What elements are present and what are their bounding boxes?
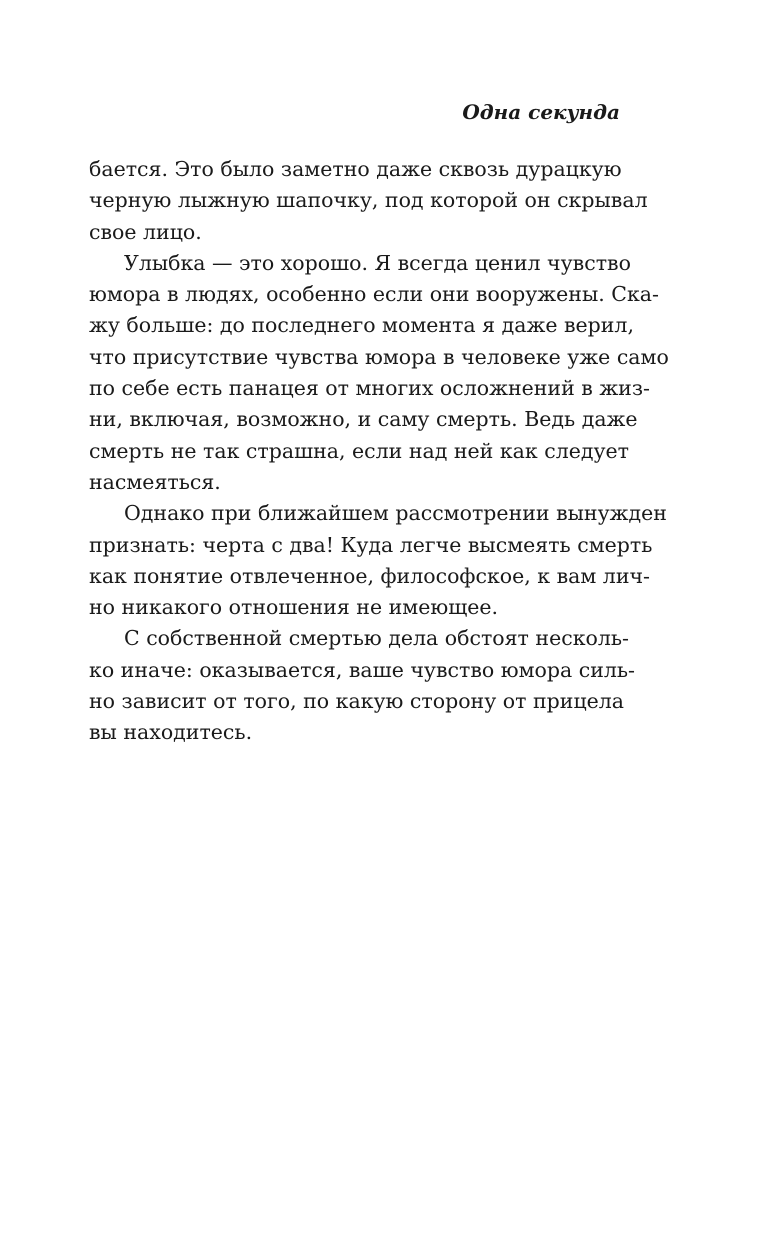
text-line: бается. Это было заметно даже сквозь дурацкую: [89, 157, 622, 181]
text-line: черную лыжную шапочку, под которой он скрывал: [89, 188, 648, 213]
text-line: но никакого отношения не имеющее.: [89, 595, 499, 620]
text-line: что присутствие чувства юмора в человеке уже само: [89, 344, 669, 369]
text-line: Улыбка — это хорошо. Я всегда ценил чувство: [124, 250, 631, 275]
text-line: смерть не так страшна, если над ней как следует: [89, 438, 630, 463]
text-line: признать: черта с два! Куда легче высмеять смерть: [89, 532, 653, 557]
text-line: юмора в людях, особенно если они вооружены. Ска-: [89, 282, 659, 307]
paragraph-1: [89, 154, 648, 248]
text-line: по себе есть панацея от многих осложнений в жиз-: [89, 376, 650, 401]
text-line: насмеяться.: [89, 469, 221, 494]
text-line: С собственной смертью дела обстоят несколь-: [124, 626, 629, 651]
paragraph-4: [89, 623, 635, 748]
paragraph-2: [89, 248, 669, 498]
text-line: свое лицо.: [89, 219, 202, 244]
page-body: [89, 154, 669, 749]
text-line: ни, включая, возможно, и саму смерть. Ведь даже: [89, 407, 638, 432]
text-line: ко иначе: оказывается, ваше чувство юмора силь-: [89, 657, 635, 682]
text-line: вы находитесь.: [89, 720, 253, 745]
text-line: но зависит от того, по какую сторону от прицела: [89, 689, 625, 714]
text-line: как понятие отвлеченное, философское, к вам лич-: [89, 563, 650, 588]
text-line: Однако при ближайшем рассмотрении вынужден: [124, 501, 667, 526]
text-line: жу больше: до последнего момента я даже верил,: [89, 313, 634, 338]
paragraph-3: [89, 498, 667, 623]
running-header: Одна секунда: [462, 100, 620, 124]
